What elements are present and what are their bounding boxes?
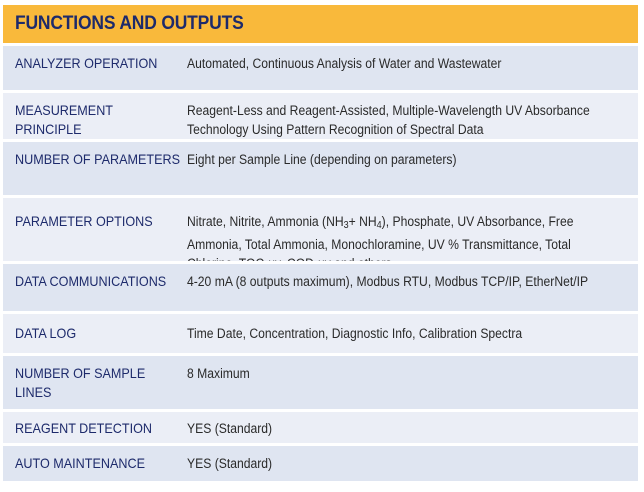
table-row (3, 90, 638, 139)
row-label: ANALYZER OPERATION (15, 55, 158, 71)
subscript: 4 (376, 220, 382, 231)
row-label: MEASUREMENT PRINCIPLE (15, 102, 113, 137)
row-label: NUMBER OF SAMPLE LINES (15, 365, 146, 400)
row-label: DATA LOG (15, 325, 77, 341)
row-value-text: ), Phosphate, UV Absorbance, Free Ammonia, Total Ammonia, Monochloramine, UV % Transmittance, Total (187, 214, 574, 252)
table-row (3, 139, 638, 195)
row-value: Time Date, Concentration, Diagnostic Info, Calibration Spectra (187, 326, 523, 341)
row-label: REAGENT DETECTION (15, 420, 152, 436)
row-value: 4-20 mA (8 outputs maximum), Modbus RTU, Modbus TCP/IP, EtherNet/IP (187, 274, 589, 289)
spec-table (3, 43, 638, 481)
table-title: FUNCTIONS AND OUTPUTS (15, 13, 244, 34)
row-value: YES (Standard) (187, 421, 273, 436)
row-value-text: + NH (348, 214, 377, 229)
row-label: PARAMETER OPTIONS (15, 213, 153, 229)
row-value: Automated, Continuous Analysis of Water and Wastewater (187, 56, 502, 71)
table-row (3, 353, 638, 409)
table-row (3, 443, 638, 481)
table-row (3, 195, 638, 261)
table-row (3, 311, 638, 353)
table-row (3, 261, 638, 311)
table-header (3, 5, 638, 43)
row-value: Eight per Sample Line (depending on parameters) (187, 152, 457, 167)
table-row (3, 43, 638, 90)
row-value: YES (Standard) (187, 456, 273, 471)
row-value: 8 Maximum (187, 366, 250, 381)
row-label: DATA COMMUNICATIONS (15, 273, 167, 289)
row-label: NUMBER OF PARAMETERS (15, 151, 180, 167)
subscript: 3 (343, 220, 349, 231)
row-label: AUTO MAINTENANCE (15, 455, 145, 471)
row-value-text: Nitrate, Nitrite, Ammonia (NH (187, 214, 344, 229)
row-value: Reagent-Less and Reagent-Assisted, Multiple-Wavelength UV Absorbance Technology Using Pattern Recognition of Spectral Data (187, 103, 590, 137)
table-row (3, 409, 638, 443)
